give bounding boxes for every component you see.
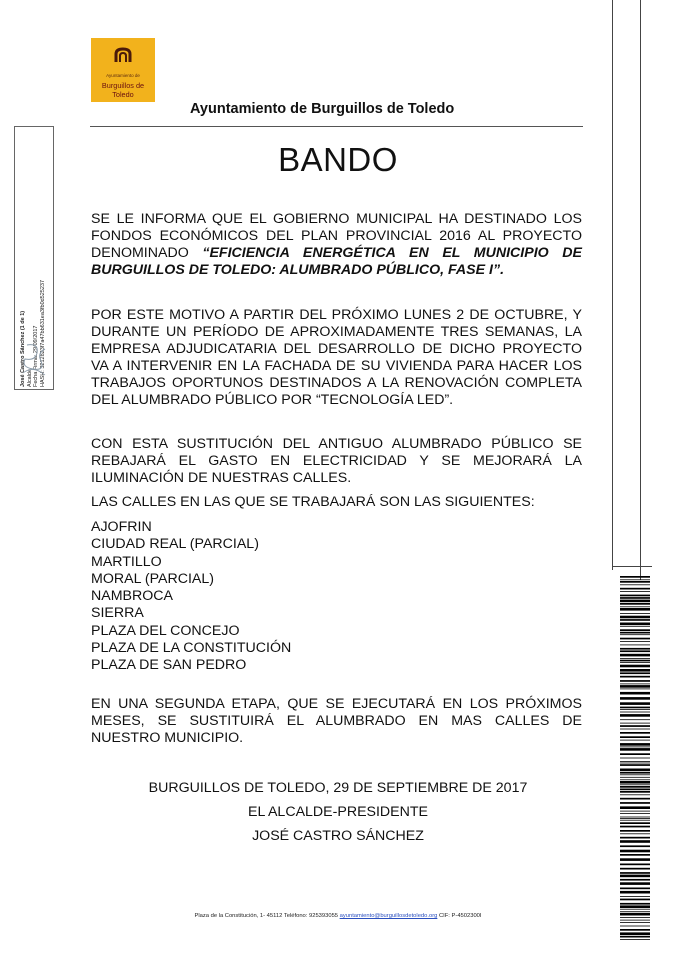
paragraph-2: POR ESTE MOTIVO A PARTIR DEL PRÓXIMO LUNES 2 DE OCTUBRE, Y DURANTE UN PERÍODO DE APROXIMADAMENTE TRES SEMANAS, LA EMPRESA ADJUDICATARIA DEL DESARROLLO DE DICHO PROYECTO VA A INTERVENIR EN LA FACHADA DE SU VIVIENDA PARA HACER LOS TRABAJOS OPORTUNOS DESTINADOS A LA RENOVACIÓN COMPLETA DEL ALUMBRADO PÚBLICO POR “TECNOLOGÍA LED”. (91, 307, 582, 408)
street-item: MORAL (PARCIAL) (91, 570, 214, 587)
paragraph-1-intro: SE LE INFORMA QUE EL GOBIERNO MUNICIPAL HA DESTINADO LOS FONDOS ECONÓMICOS DEL PLAN PROVINCIAL 2016 AL PROYECTO DENOMINADO (91, 211, 582, 261)
header-divider (90, 126, 583, 127)
street-item: NAMBROCA (91, 588, 173, 605)
handwritten-signature-icon (19, 339, 49, 379)
street-item: PLAZA DE SAN PEDRO (91, 657, 247, 674)
municipality-logo (91, 38, 155, 102)
footer-address: Plaza de la Constitución, 1- 45112 Teléfono: 925393055 (194, 913, 340, 919)
footer-cif: CIF: P-4502300I (437, 913, 482, 919)
logo-small-text: Ayuntamiento de (106, 73, 140, 78)
street-item: AJOFRIN (91, 519, 152, 535)
stamp-date: Fecha Firma: 29/09/2017 (33, 325, 39, 387)
logo-name: Burguillos de Toledo (101, 81, 145, 99)
street-item: MARTILLO (91, 553, 162, 570)
street-item: CIUDAD REAL (PARCIAL) (91, 536, 259, 553)
margin-line (612, 0, 613, 570)
place-date: BURGUILLOS DE TOLEDO, 29 DE SEPTIEMBRE DE 2017 (148, 780, 528, 796)
margin-line (612, 566, 652, 567)
document-heading: BANDO (278, 141, 398, 178)
paragraph-1 (91, 211, 582, 279)
project-name: “EFICIENCIA ENERGÉTICA EN EL MUNICIPIO DE BURGUILLOS DE TOLEDO: ALUMBRADO PÚBLICO, FASE I”. (91, 245, 582, 278)
stamp-signer: José Castro Sánchez (1 de 1) (20, 310, 26, 387)
signer-role: EL ALCALDE-PRESIDENTE (247, 804, 429, 820)
stamp-hash: HASH: 3212823f7a47bb631ea3fb0d525237 (39, 279, 46, 387)
footer-email-link[interactable]: ayuntamiento@burguillosdetoledo.org (339, 913, 438, 919)
barcode-icon (620, 576, 650, 940)
street-list (91, 519, 291, 675)
street-item: SIERRA (91, 605, 144, 622)
footer (0, 913, 676, 919)
header-title: Ayuntamiento de Burguillos de Toledo (190, 101, 455, 117)
paragraph-3: CON ESTA SUSTITUCIÓN DEL ANTIGUO ALUMBRADO PÚBLICO SE REBAJARÁ EL GASTO EN ELECTRICIDAD Y SE MEJORARÁ LA ILUMINACIÓN DE NUESTRAS CALLES. (91, 436, 582, 486)
stamp-role: Alcalde (26, 368, 33, 387)
paragraph-5: EN UNA SEGUNDA ETAPA, QUE SE EJECUTARÁ EN LOS PRÓXIMOS MESES, SE SUSTITUIRÁ EL ALUMBRADO EN MAS CALLES DE NUESTRO MUNICIPIO. (91, 696, 582, 746)
street-item: PLAZA DE LA CONSTITUCIÓN (91, 640, 292, 657)
signature-stamp (14, 126, 54, 390)
street-item: PLAZA DEL CONCEJO (91, 622, 240, 639)
signer-name: JOSÉ CASTRO SÁNCHEZ (252, 828, 424, 844)
margin-line (640, 0, 641, 580)
paragraph-4: LAS CALLES EN LAS QUE SE TRABAJARÁ SON LAS SIGUIENTES: (91, 494, 535, 510)
crest-icon (113, 46, 133, 66)
